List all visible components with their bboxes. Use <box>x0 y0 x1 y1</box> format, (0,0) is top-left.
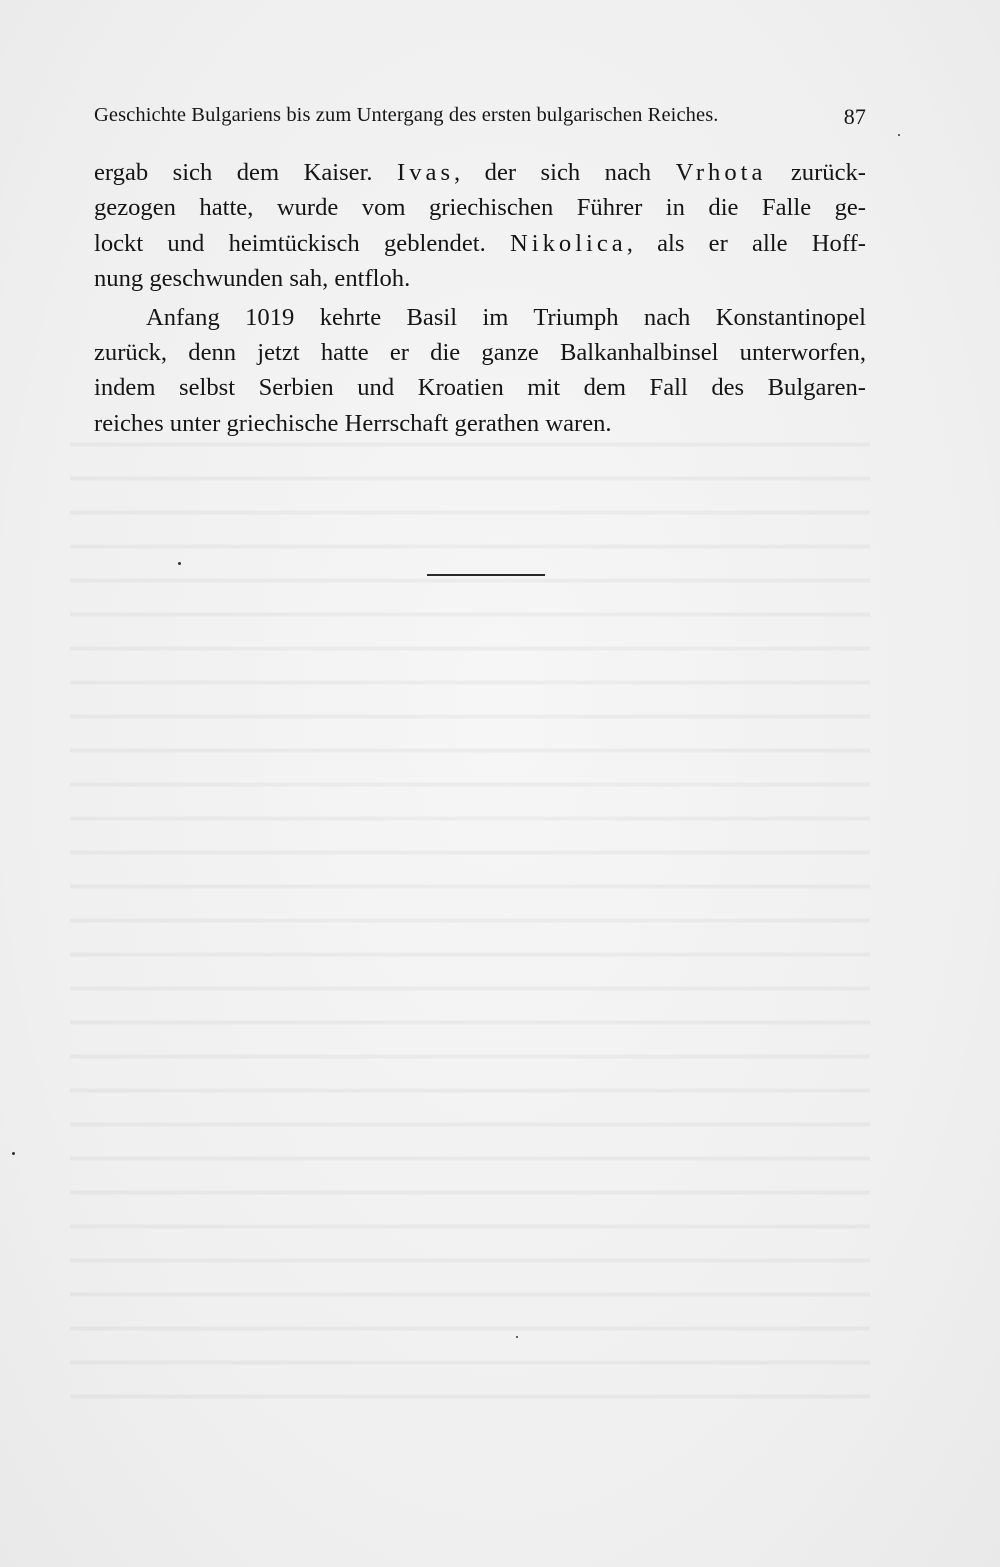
text-line <box>94 226 866 261</box>
text-line: Anfang 1019 kehrte Basil im Triumph nach Konstantinopel <box>146 303 866 331</box>
show-through-ghost-text <box>70 420 870 1420</box>
body-text <box>94 155 866 441</box>
emphasized-name: Nikolica <box>510 229 627 257</box>
running-title: Geschichte Bulgariens bis zum Untergang des ersten bulgarischen Reiches. <box>94 104 719 126</box>
speck-mark <box>898 134 900 136</box>
text-run: , der sich nach <box>454 159 652 186</box>
paragraph-1 <box>94 155 866 297</box>
text-line: nung geschwunden sah, entfloh. <box>94 265 411 293</box>
text-run: lockt und heimtückisch geblendet. <box>94 229 486 257</box>
paragraph-2 <box>94 300 866 442</box>
emphasized-name: Ivas <box>397 159 455 186</box>
page-number: 87 <box>843 104 866 129</box>
text-run: zurück- <box>790 159 866 186</box>
text-run: , als er alle Hoff- <box>626 229 866 257</box>
text-line: gezogen hatte, wurde vom griechischen Führer in die Falle ge- <box>94 194 866 222</box>
speck-mark <box>178 562 181 565</box>
text-line: indem selbst Serbien und Kroatien mit dem Fall des Bulgaren- <box>94 374 866 402</box>
text-run: ergab sich dem Kaiser. <box>94 159 373 186</box>
speck-mark <box>516 1336 518 1338</box>
speck-mark <box>12 1152 15 1155</box>
emphasized-name: Vrhota <box>675 159 767 186</box>
text-line <box>94 155 866 190</box>
text-line: reiches unter griechische Herrschaft gerathen waren. <box>94 409 612 437</box>
text-line: zurück, denn jetzt hatte er die ganze Balkanhalbinsel unterworfen, <box>94 338 866 366</box>
section-end-rule <box>427 574 545 576</box>
